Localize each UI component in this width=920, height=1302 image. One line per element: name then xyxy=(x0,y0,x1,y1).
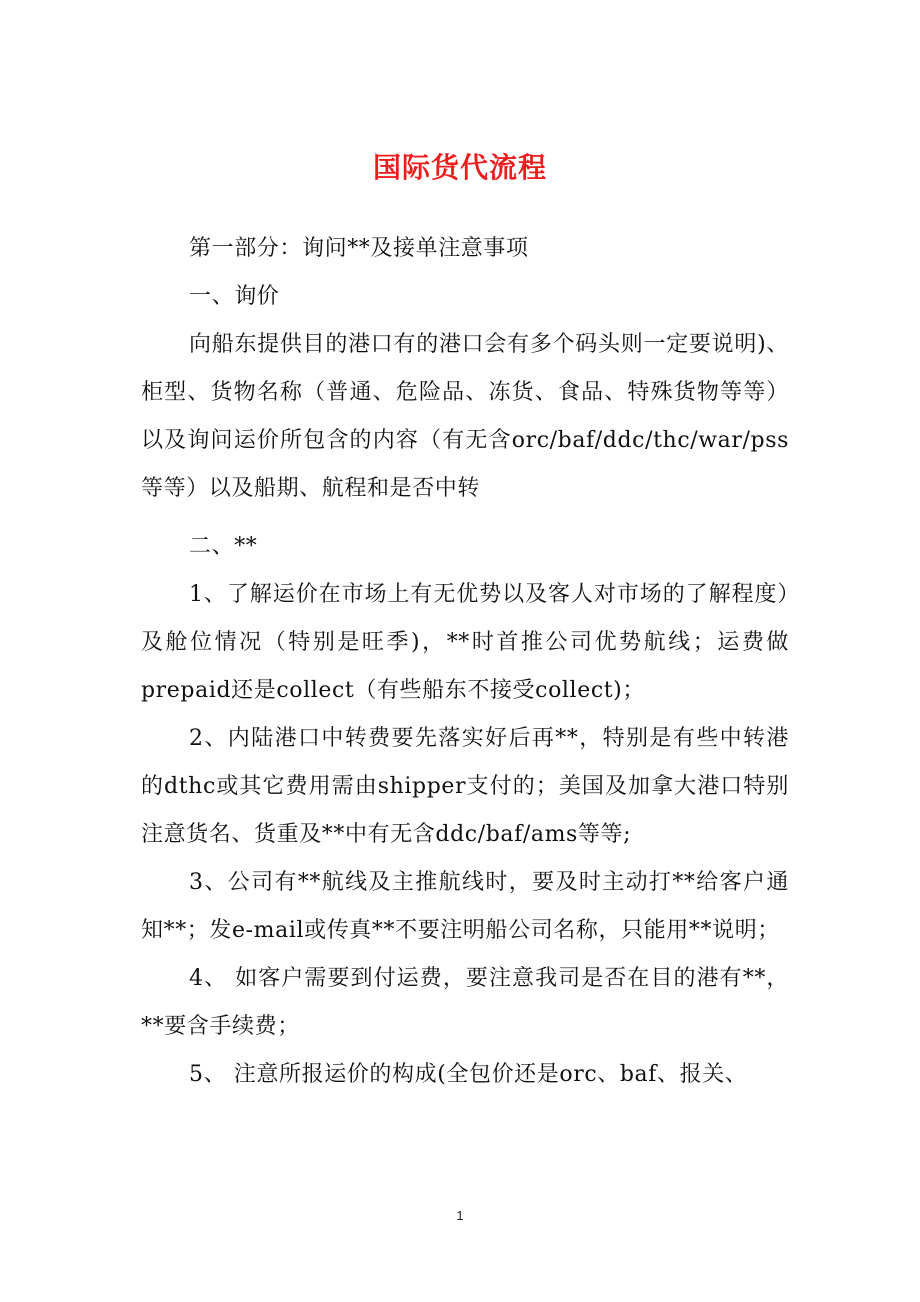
section-heading: 第一部分：询问**及接单注意事项 xyxy=(189,236,529,261)
document-body xyxy=(141,225,789,1099)
list-item-1: 1、了解运价在市场上有无优势以及客人对市场的了解程度）及舱位情况（特别是旺季)，**时首推公司优势航线；运费做prepaid还是collect（有些船东不接受collect)； xyxy=(141,582,789,703)
list-item-5: 5、 注意所报运价的构成(全包价还是orc、baf、报关、 xyxy=(189,1062,748,1087)
list-item-4: 4、 如客户需要到付运费，要注意我司是否在目的港有**，**要含手续费； xyxy=(141,966,789,1039)
sub-heading-inquiry: 一、询价 xyxy=(189,284,280,309)
list-item-3: 3、公司有**航线及主推航线时，要及时主动打**给客户通知**；发e-mail或传真**不要注明船公司名称，只能用**说明； xyxy=(141,870,789,943)
sub-heading-second: 二、** xyxy=(189,534,258,559)
paragraph-inquiry: 向船东提供目的港口有的港口会有多个码头则一定要说明)、柜型、货物名称（普通、危险品、冻货、食品、特殊货物等等）以及询问运价所包含的内容（有无含orc/baf/ddc/thc/war/pss等等）以及船期、航程和是否中转 xyxy=(141,332,789,501)
list-item-2: 2、内陆港口中转费要先落实好后再**，特别是有些中转港的dthc或其它费用需由shipper支付的；美国及加拿大港口特别注意货名、货重及**中有无含ddc/baf/ams等等; xyxy=(141,726,789,847)
page-number: 1 xyxy=(456,1208,464,1223)
document-title: 国际货代流程 xyxy=(372,151,547,184)
